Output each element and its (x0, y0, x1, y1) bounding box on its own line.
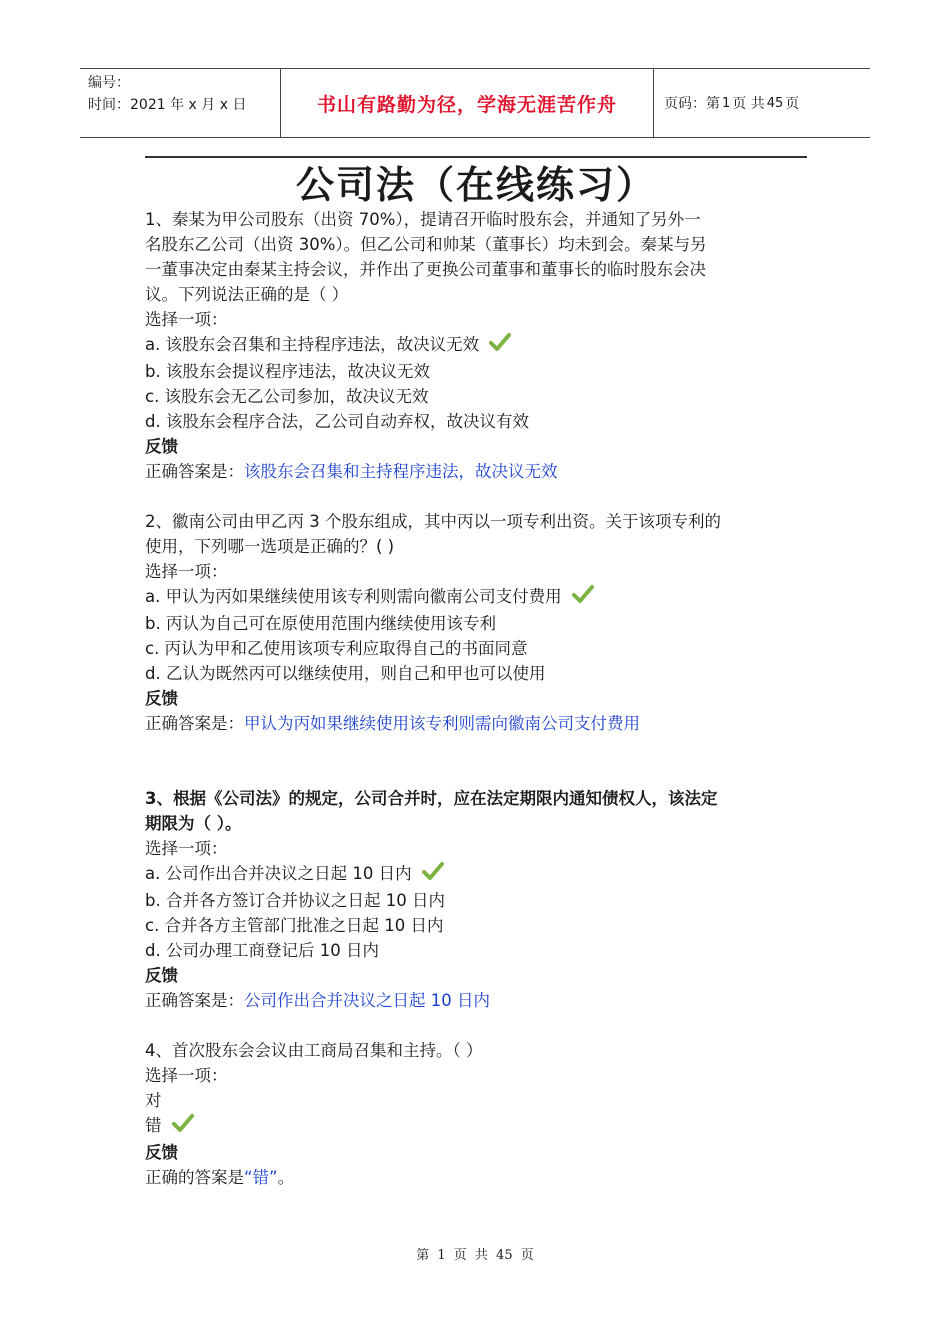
option-d[interactable] (145, 661, 810, 686)
date-label: 时间：2021 年 x 月 x 日 (88, 97, 247, 113)
page-suffix: 页 (785, 96, 800, 112)
option-a[interactable] (145, 584, 810, 611)
option-a[interactable] (145, 861, 810, 888)
answer-suffix: 。 (277, 1168, 295, 1187)
option-b[interactable] (145, 888, 810, 913)
feedback-heading: 反馈 (145, 437, 178, 456)
option-c[interactable] (145, 636, 810, 661)
option-false[interactable] (145, 1113, 810, 1140)
question-text-line: 使用，下列哪一选项是正确的？( ) (145, 537, 395, 556)
option-label: b. 丙认为自己可在原使用范围内继续使用该专利 (145, 614, 496, 633)
question-text-line: 1、秦某为甲公司股东（出资 70%），提请召开临时股东会，并通知了另外一 (145, 210, 701, 229)
answer-text: 公司作出合并决议之日起 10 日内 (244, 991, 490, 1010)
option-label: a. 该股东会召集和主持程序违法，故决议无效 (145, 335, 480, 354)
correct-answer (145, 711, 810, 736)
answer-prefix: 正确答案是： (145, 462, 244, 481)
option-d[interactable] (145, 938, 810, 963)
answer-prefix: 正确的答案是 (145, 1168, 244, 1187)
check-icon (489, 332, 511, 359)
answer-text: “错” (244, 1168, 278, 1187)
header-motto: 书山有路勤为径，学海无涯苦作舟 (281, 69, 654, 137)
page-total: 45 (766, 95, 784, 111)
header-page-info (654, 69, 870, 137)
header-meta (80, 69, 281, 137)
question-text-line: 一董事决定由秦某主持会议，并作出了更换公司董事和董事长的临时股东会决 (145, 260, 706, 279)
check-icon (422, 861, 444, 888)
option-label: 错 (145, 1116, 162, 1135)
question-text-line: 4、首次股东会会议由工商局召集和主持。（ ） (145, 1041, 483, 1060)
feedback-heading: 反馈 (145, 689, 178, 708)
choice-prompt: 选择一项： (145, 562, 228, 581)
option-a[interactable] (145, 332, 810, 359)
option-c[interactable] (145, 913, 810, 938)
answer-prefix: 正确答案是： (145, 991, 244, 1010)
page-prefix: 页码：第 (664, 96, 720, 112)
choice-prompt: 选择一项： (145, 839, 228, 858)
option-true[interactable] (145, 1088, 810, 1113)
question-text-line: 2、徽南公司由甲乙丙 3 个股东组成，其中丙以一项专利出资。关于该项专利的 (145, 512, 721, 531)
correct-answer (145, 459, 810, 484)
option-b[interactable] (145, 359, 810, 384)
document-header (80, 68, 870, 138)
answer-text: 甲认为丙如果继续使用该专利则需向徽南公司支付费用 (244, 714, 640, 733)
option-label: a. 公司作出合并决议之日起 10 日内 (145, 864, 412, 883)
feedback-heading: 反馈 (145, 966, 178, 985)
questions-body (145, 207, 810, 1190)
option-b[interactable] (145, 611, 810, 636)
page-current: 1 (722, 95, 731, 111)
question-text-line: 议。下列说法正确的是（ ） (145, 285, 349, 304)
option-label: c. 该股东会无乙公司参加，故决议无效 (145, 387, 429, 406)
question-1 (145, 207, 810, 484)
question-text-line: 名股东乙公司（出资 30%）。但乙公司和帅某（董事长）均未到会。秦某与另 (145, 235, 707, 254)
option-label: b. 该股东会提议程序违法，故决议无效 (145, 362, 430, 381)
option-label: c. 丙认为甲和乙使用该项专利应取得自己的书面同意 (145, 639, 528, 658)
correct-answer (145, 988, 810, 1013)
serial-number-label: 编号： (88, 75, 130, 91)
question-text-line: 3、根据《公司法》的规定，公司合并时，应在法定期限内通知债权人，该法定 (145, 789, 718, 808)
question-2 (145, 509, 810, 736)
option-label: d. 乙认为既然丙可以继续使用，则自己和甲也可以使用 (145, 664, 546, 683)
answer-text: 该股东会召集和主持程序违法，故决议无效 (244, 462, 558, 481)
option-label: c. 合并各方主管部门批准之日起 10 日内 (145, 916, 444, 935)
question-4 (145, 1038, 810, 1190)
feedback-heading: 反馈 (145, 1143, 178, 1162)
option-d[interactable] (145, 409, 810, 434)
option-c[interactable] (145, 384, 810, 409)
check-icon (572, 584, 594, 611)
page-title: 公司法（在线练习） (295, 162, 656, 207)
option-label: 对 (145, 1091, 162, 1110)
page-footer: 第 1 页 共 45 页 (416, 1248, 534, 1263)
question-text-line: 期限为（ ）。 (145, 814, 242, 833)
choice-prompt: 选择一项： (145, 1066, 228, 1085)
option-label: d. 该股东会程序合法，乙公司自动弃权，故决议有效 (145, 412, 529, 431)
answer-prefix: 正确答案是： (145, 714, 244, 733)
option-label: d. 公司办理工商登记后 10 日内 (145, 941, 379, 960)
page-mid: 页 共 (732, 96, 765, 112)
option-label: b. 合并各方签订合并协议之日起 10 日内 (145, 891, 445, 910)
check-icon (172, 1113, 194, 1140)
option-label: a. 甲认为丙如果继续使用该专利则需向徽南公司支付费用 (145, 587, 562, 606)
question-3 (145, 786, 810, 1013)
correct-answer (145, 1165, 810, 1190)
choice-prompt: 选择一项： (145, 310, 228, 329)
